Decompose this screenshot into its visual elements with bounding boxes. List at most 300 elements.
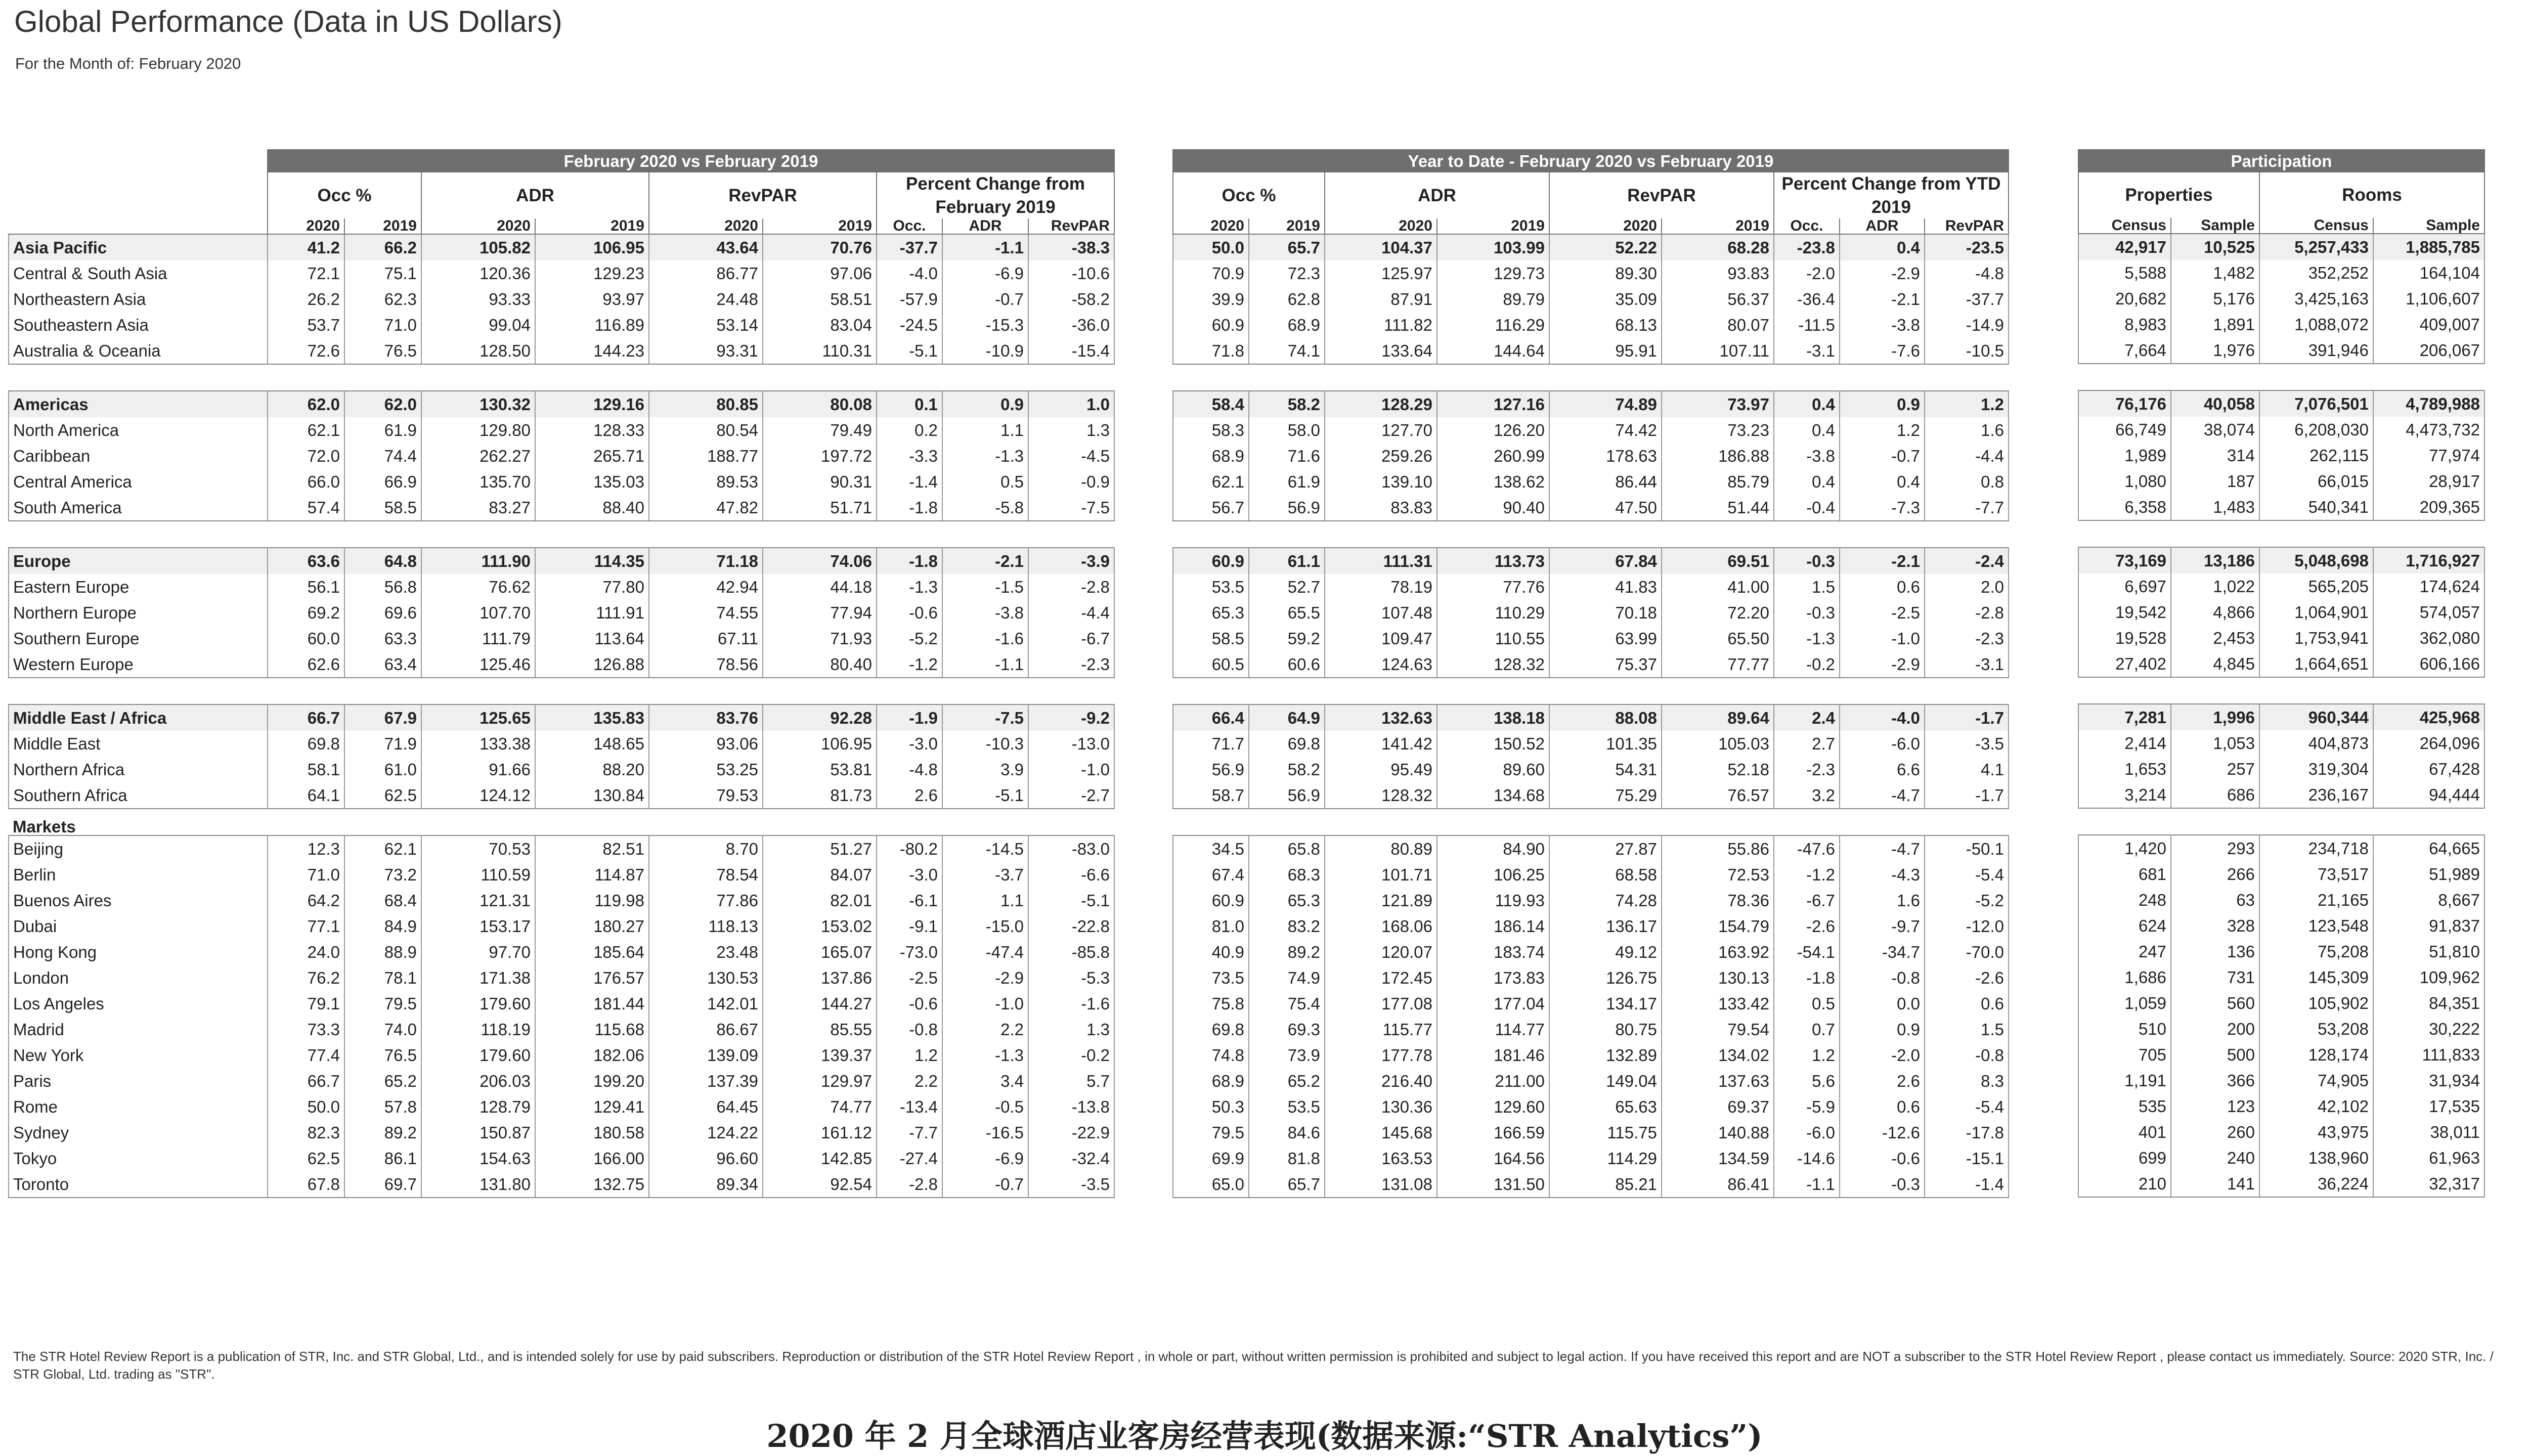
table-row: [1173, 574, 2009, 600]
monthly-cell: 197.72: [763, 443, 877, 469]
monthly-cell: 114.87: [535, 862, 649, 888]
ytd-cell: -15.1: [1925, 1145, 2009, 1171]
ytd-cell: 128.32: [1437, 651, 1549, 678]
ytd-cell: 52.7: [1249, 574, 1325, 600]
row-label: Buenos Aires: [9, 888, 268, 913]
table-row: [1173, 888, 2009, 913]
monthly-cell: -4.8: [877, 757, 942, 782]
monthly-cell: -2.8: [877, 1171, 942, 1198]
table-row: [9, 1068, 1114, 1094]
participation-cell: 262,115: [2259, 443, 2373, 468]
col-2020: 2020: [268, 218, 344, 234]
participation-cell: 66,015: [2259, 468, 2373, 494]
monthly-cell: 50.0: [268, 1094, 344, 1120]
monthly-cell: 106.95: [763, 731, 877, 757]
monthly-cell: 66.7: [268, 1068, 344, 1094]
monthly-cell: 71.18: [649, 548, 763, 574]
monthly-cell: -5.1: [877, 338, 942, 364]
participation-cell: 64,665: [2373, 835, 2484, 861]
table-row: [9, 888, 1114, 913]
ytd-cell: 4.1: [1925, 757, 2009, 782]
ytd-cell: 0.9: [1840, 1017, 1925, 1042]
participation-cell: 293: [2171, 835, 2259, 861]
participation-cell: 1,989: [2078, 443, 2171, 468]
ytd-cell: 56.9: [1173, 757, 1249, 782]
monthly-cell: -3.3: [877, 443, 942, 469]
table-row: [1173, 757, 2009, 782]
monthly-cell: -83.0: [1028, 835, 1114, 862]
ytd-cell: -0.6: [1840, 1145, 1925, 1171]
monthly-cell: 88.20: [535, 757, 649, 782]
group-header-row: [9, 150, 1114, 172]
table-row: [9, 913, 1114, 939]
participation-cell: 38,011: [2373, 1119, 2484, 1145]
participation-cell: 77,974: [2373, 443, 2484, 468]
monthly-cell: 137.86: [763, 965, 877, 991]
monthly-cell: 43.64: [649, 234, 763, 260]
header-revpar: RevPAR: [649, 172, 877, 218]
table-row: [2078, 573, 2484, 599]
ytd-cell: 138.62: [1437, 469, 1549, 495]
table-row: [9, 417, 1114, 443]
monthly-cell: 131.80: [421, 1171, 535, 1198]
monthly-cell: 133.38: [421, 731, 535, 757]
table-row: [2078, 913, 2484, 939]
monthly-cell: -27.4: [877, 1145, 942, 1171]
ytd-cell: 69.37: [1662, 1094, 1774, 1120]
ytd-cell: 80.89: [1325, 835, 1437, 862]
table-row: [1173, 1120, 2009, 1145]
report-period: For the Month of: February 2020: [15, 55, 241, 72]
monthly-cell: 41.2: [268, 234, 344, 260]
monthly-cell: 80.54: [649, 417, 763, 443]
ytd-cell: 58.7: [1173, 782, 1249, 809]
monthly-cell: 182.06: [535, 1042, 649, 1068]
table-row: [2078, 417, 2484, 443]
table-row: [9, 312, 1114, 338]
table-row: [1173, 548, 2009, 574]
header-adr: ADR: [421, 172, 649, 218]
ytd-cell: 89.64: [1662, 704, 1774, 731]
monthly-cell: 124.12: [421, 782, 535, 809]
ytd-cell: 60.9: [1173, 312, 1249, 338]
table-row: [9, 600, 1114, 626]
ytd-cell: 0.0: [1840, 991, 1925, 1017]
monthly-cell: -0.5: [942, 1094, 1028, 1120]
ytd-cell: 52.22: [1549, 234, 1662, 260]
header-rooms: Rooms: [2259, 172, 2484, 218]
monthly-cell: 120.36: [421, 260, 535, 286]
participation-cell: 141: [2171, 1171, 2259, 1197]
ytd-cell: -1.7: [1925, 704, 2009, 731]
row-label: Australia & Oceania: [9, 338, 268, 364]
monthly-cell: -2.5: [877, 965, 942, 991]
table-row: [2078, 964, 2484, 990]
monthly-cell: 199.20: [535, 1068, 649, 1094]
monthly-cell: 3.4: [942, 1068, 1028, 1094]
table-row: [2078, 599, 2484, 625]
participation-cell: 8,667: [2373, 887, 2484, 913]
monthly-cell: 1.3: [1028, 1017, 1114, 1042]
ytd-cell: 74.89: [1549, 391, 1662, 417]
monthly-cell: -1.6: [1028, 991, 1114, 1017]
monthly-cell: 69.7: [344, 1171, 421, 1198]
participation-cell: 75,208: [2259, 939, 2373, 964]
monthly-cell: -3.0: [877, 731, 942, 757]
table-row: [2078, 782, 2484, 808]
row-label: Europe: [9, 548, 268, 574]
ytd-cell: 131.08: [1325, 1171, 1437, 1198]
monthly-cell: 74.06: [763, 548, 877, 574]
ytd-cell: 0.4: [1840, 234, 1925, 260]
ytd-cell: -5.4: [1925, 862, 2009, 888]
ytd-cell: 128.32: [1325, 782, 1437, 809]
row-label: Beijing: [9, 835, 268, 862]
monthly-cell: 135.03: [535, 469, 649, 495]
ytd-table: [1172, 149, 2009, 1198]
monthly-cell: 71.0: [344, 312, 421, 338]
col-2020: 2020: [649, 218, 763, 234]
ytd-cell: -14.9: [1925, 312, 2009, 338]
ytd-cell: 163.53: [1325, 1145, 1437, 1171]
ytd-cell: 86.44: [1549, 469, 1662, 495]
monthly-cell: 116.89: [535, 312, 649, 338]
ytd-cell: 75.29: [1549, 782, 1662, 809]
monthly-cell: 262.27: [421, 443, 535, 469]
monthly-cell: 89.53: [649, 469, 763, 495]
ytd-cell: 126.20: [1437, 417, 1549, 443]
monthly-cell: 51.71: [763, 495, 877, 521]
table-row: [1173, 1171, 2009, 1198]
monthly-cell: 62.1: [344, 835, 421, 862]
table-row: [2078, 443, 2484, 468]
ytd-cell: 1.2: [1774, 1042, 1840, 1068]
ytd-cell: 41.00: [1662, 574, 1774, 600]
ytd-cell: 50.3: [1173, 1094, 1249, 1120]
col-2019: 2019: [1249, 218, 1325, 234]
ytd-cell: -2.8: [1925, 600, 2009, 626]
monthly-cell: 185.64: [535, 939, 649, 965]
col-2020: 2020: [1173, 218, 1249, 234]
monthly-cell: 161.12: [763, 1120, 877, 1145]
ytd-cell: 150.52: [1437, 731, 1549, 757]
ytd-cell: 95.91: [1549, 338, 1662, 364]
monthly-cell: 72.6: [268, 338, 344, 364]
ytd-cell: -2.0: [1774, 260, 1840, 286]
monthly-cell: 56.1: [268, 574, 344, 600]
header-pct-change-month: Percent Change from February 2019: [877, 172, 1114, 218]
spacer-row: [2078, 364, 2484, 390]
ytd-cell: 114.29: [1549, 1145, 1662, 1171]
monthly-cell: 176.57: [535, 965, 649, 991]
monthly-cell: 82.51: [535, 835, 649, 862]
monthly-cell: 97.70: [421, 939, 535, 965]
ytd-cell: 68.58: [1549, 862, 1662, 888]
monthly-cell: 93.31: [649, 338, 763, 364]
participation-cell: 1,716,927: [2373, 547, 2484, 573]
ytd-cell: 69.8: [1173, 1017, 1249, 1042]
monthly-cell: 111.91: [535, 600, 649, 626]
participation-cell: 111,833: [2373, 1042, 2484, 1068]
monthly-cell: 67.11: [649, 626, 763, 651]
monthly-table: [8, 149, 1115, 1198]
ytd-cell: 89.60: [1437, 757, 1549, 782]
ytd-cell: 65.3: [1249, 888, 1325, 913]
participation-cell: 1,064,901: [2259, 599, 2373, 625]
participation-cell: 4,845: [2171, 651, 2259, 677]
table-row: [1173, 1017, 2009, 1042]
ytd-cell: 63.99: [1549, 626, 1662, 651]
ytd-cell: 65.50: [1662, 626, 1774, 651]
monthly-cell: 180.58: [535, 1120, 649, 1145]
ytd-cell: 85.79: [1662, 469, 1774, 495]
ytd-cell: 95.49: [1325, 757, 1437, 782]
ytd-cell: 0.6: [1840, 574, 1925, 600]
ytd-cell: 86.41: [1662, 1171, 1774, 1198]
ytd-cell: -0.4: [1774, 495, 1840, 521]
ytd-cell: 172.45: [1325, 965, 1437, 991]
monthly-cell: 79.53: [649, 782, 763, 809]
monthly-cell: 130.32: [421, 391, 535, 417]
ytd-cell: 173.83: [1437, 965, 1549, 991]
monthly-cell: 69.2: [268, 600, 344, 626]
ytd-cell: -1.4: [1925, 1171, 2009, 1198]
ytd-cell: 65.0: [1173, 1171, 1249, 1198]
monthly-cell: 74.55: [649, 600, 763, 626]
table-row: [9, 574, 1114, 600]
monthly-cell: 8.70: [649, 835, 763, 862]
table-row: [9, 1094, 1114, 1120]
ytd-cell: 105.03: [1662, 731, 1774, 757]
ytd-cell: 56.9: [1249, 782, 1325, 809]
table-row: [1173, 731, 2009, 757]
monthly-cell: 76.5: [344, 1042, 421, 1068]
ytd-cell: 56.7: [1173, 495, 1249, 521]
ytd-cell: 74.9: [1249, 965, 1325, 991]
ytd-cell: 166.59: [1437, 1120, 1549, 1145]
ytd-cell: 64.9: [1249, 704, 1325, 731]
monthly-cell: 12.3: [268, 835, 344, 862]
ytd-cell: 71.8: [1173, 338, 1249, 364]
ytd-cell: 129.73: [1437, 260, 1549, 286]
spacer-row: [1173, 364, 2009, 391]
table-row: [9, 548, 1114, 574]
ytd-cell: 49.12: [1549, 939, 1662, 965]
table-row: [2078, 704, 2484, 730]
monthly-cell: 135.70: [421, 469, 535, 495]
monthly-cell: 86.1: [344, 1145, 421, 1171]
ytd-cell: -34.7: [1840, 939, 1925, 965]
ytd-cell: 65.7: [1249, 1171, 1325, 1198]
participation-cell: 21,165: [2259, 887, 2373, 913]
ytd-cell: 40.9: [1173, 939, 1249, 965]
monthly-cell: 70.53: [421, 835, 535, 862]
table-row: [1173, 338, 2009, 364]
monthly-cell: 1.1: [942, 417, 1028, 443]
monthly-cell: -9.2: [1028, 704, 1114, 731]
ytd-cell: 129.60: [1437, 1094, 1549, 1120]
table-row: [1173, 1068, 2009, 1094]
row-label: Middle East / Africa: [9, 704, 268, 731]
ytd-cell: 163.92: [1662, 939, 1774, 965]
ytd-cell: 131.50: [1437, 1171, 1549, 1198]
monthly-cell: -15.3: [942, 312, 1028, 338]
participation-cell: 74,905: [2259, 1068, 2373, 1093]
monthly-cell: -9.1: [877, 913, 942, 939]
ytd-cell: 178.63: [1549, 443, 1662, 469]
table-row: [9, 1017, 1114, 1042]
monthly-cell: -0.6: [877, 600, 942, 626]
ytd-cell: 56.37: [1662, 286, 1774, 312]
participation-cell: 30,222: [2373, 1016, 2484, 1042]
participation-cell: 51,810: [2373, 939, 2484, 964]
ytd-cell: 62.8: [1249, 286, 1325, 312]
monthly-cell: -38.3: [1028, 234, 1114, 260]
table-row: [9, 286, 1114, 312]
monthly-cell: 74.0: [344, 1017, 421, 1042]
monthly-cell: -13.8: [1028, 1094, 1114, 1120]
ytd-cell: 58.4: [1173, 391, 1249, 417]
participation-cell: 209,365: [2373, 494, 2484, 520]
table-row: [1173, 260, 2009, 286]
monthly-cell: -2.8: [1028, 574, 1114, 600]
ytd-cell: 0.4: [1774, 391, 1840, 417]
monthly-cell: -1.3: [942, 1042, 1028, 1068]
monthly-cell: 206.03: [421, 1068, 535, 1094]
ytd-cell: 127.70: [1325, 417, 1437, 443]
ytd-cell: 73.5: [1173, 965, 1249, 991]
ytd-cell: -1.7: [1925, 782, 2009, 809]
ytd-cell: 106.25: [1437, 862, 1549, 888]
ytd-cell: -9.7: [1840, 913, 1925, 939]
monthly-cell: -2.1: [942, 548, 1028, 574]
ytd-cell: -14.6: [1774, 1145, 1840, 1171]
monthly-cell: 53.81: [763, 757, 877, 782]
monthly-cell: -6.7: [1028, 626, 1114, 651]
monthly-cell: 115.68: [535, 1017, 649, 1042]
group-header-row: [1173, 150, 2009, 172]
participation-cell: 3,214: [2078, 782, 2171, 808]
ytd-cell: -6.0: [1774, 1120, 1840, 1145]
monthly-cell: 53.7: [268, 312, 344, 338]
table-row: [2078, 286, 2484, 312]
participation-cell: 4,789,988: [2373, 390, 2484, 417]
monthly-cell: 132.75: [535, 1171, 649, 1198]
col-census: Census: [2078, 218, 2171, 234]
header-adr: ADR: [1325, 172, 1549, 218]
col-2019: 2019: [535, 218, 649, 234]
table-row: [1173, 1042, 2009, 1068]
participation-cell: 38,074: [2171, 417, 2259, 443]
monthly-cell: 188.77: [649, 443, 763, 469]
ytd-cell: 119.93: [1437, 888, 1549, 913]
participation-cell: 705: [2078, 1042, 2171, 1068]
participation-cell: 31,934: [2373, 1068, 2484, 1093]
ytd-cell: 53.5: [1249, 1094, 1325, 1120]
ytd-cell: 130.13: [1662, 965, 1774, 991]
monthly-cell: 2.2: [942, 1017, 1028, 1042]
monthly-cell: -1.3: [942, 443, 1028, 469]
ytd-cell: 134.02: [1662, 1042, 1774, 1068]
monthly-cell: 69.8: [268, 731, 344, 757]
ytd-cell: 260.99: [1437, 443, 1549, 469]
participation-cell: 63: [2171, 887, 2259, 913]
page-title: Global Performance (Data in US Dollars): [14, 5, 562, 38]
monthly-cell: 77.4: [268, 1042, 344, 1068]
ytd-cell: 107.11: [1662, 338, 1774, 364]
monthly-cell: 57.8: [344, 1094, 421, 1120]
monthly-cell: -4.0: [877, 260, 942, 286]
ytd-cell: 0.4: [1840, 469, 1925, 495]
ytd-cell: 133.64: [1325, 338, 1437, 364]
ytd-cell: 69.9: [1173, 1145, 1249, 1171]
ytd-cell: 6.6: [1840, 757, 1925, 782]
ytd-cell: 72.53: [1662, 862, 1774, 888]
monthly-cell: 77.80: [535, 574, 649, 600]
monthly-cell: 24.0: [268, 939, 344, 965]
monthly-cell: 128.79: [421, 1094, 535, 1120]
monthly-cell: 62.5: [344, 782, 421, 809]
monthly-cell: 64.1: [268, 782, 344, 809]
ytd-cell: 120.07: [1325, 939, 1437, 965]
ytd-cell: 154.79: [1662, 913, 1774, 939]
participation-cell: 1,653: [2078, 756, 2171, 782]
row-label: Southeastern Asia: [9, 312, 268, 338]
monthly-cell: 84.9: [344, 913, 421, 939]
ytd-cell: 70.9: [1173, 260, 1249, 286]
ytd-cell: 0.7: [1774, 1017, 1840, 1042]
ytd-cell: 1.5: [1774, 574, 1840, 600]
ytd-cell: 186.88: [1662, 443, 1774, 469]
ytd-cell: 130.36: [1325, 1094, 1437, 1120]
ytd-cell: -47.6: [1774, 835, 1840, 862]
monthly-cell: 74.77: [763, 1094, 877, 1120]
table-row: [9, 862, 1114, 888]
table-row: [2078, 468, 2484, 494]
participation-cell: 5,048,698: [2259, 547, 2373, 573]
monthly-cell: 78.1: [344, 965, 421, 991]
table-row: [9, 991, 1114, 1017]
monthly-cell: -1.6: [942, 626, 1028, 651]
ytd-cell: 80.07: [1662, 312, 1774, 338]
header-revpar: RevPAR: [1549, 172, 1774, 218]
monthly-cell: 89.34: [649, 1171, 763, 1198]
table-row: [2078, 887, 2484, 913]
ytd-cell: -4.0: [1840, 704, 1925, 731]
monthly-cell: 125.65: [421, 704, 535, 731]
monthly-cell: 111.90: [421, 548, 535, 574]
monthly-cell: -15.0: [942, 913, 1028, 939]
table-row: [1173, 443, 2009, 469]
spacer-row: [1173, 678, 2009, 704]
row-label: Southern Europe: [9, 626, 268, 651]
monthly-cell: -58.2: [1028, 286, 1114, 312]
participation-cell: 123,548: [2259, 913, 2373, 939]
monthly-cell: 63.3: [344, 626, 421, 651]
ytd-cell: 116.29: [1437, 312, 1549, 338]
participation-cell: 6,208,030: [2259, 417, 2373, 443]
header-properties: Properties: [2078, 172, 2259, 218]
ytd-cell: 126.75: [1549, 965, 1662, 991]
monthly-cell: 97.06: [763, 260, 877, 286]
ytd-cell: -5.9: [1774, 1094, 1840, 1120]
ytd-cell: 1.6: [1925, 417, 2009, 443]
ytd-cell: -0.2: [1774, 651, 1840, 678]
monthly-cell: 0.9: [942, 391, 1028, 417]
monthly-cell: 76.62: [421, 574, 535, 600]
monthly-cell: 86.67: [649, 1017, 763, 1042]
monthly-cell: 77.86: [649, 888, 763, 913]
